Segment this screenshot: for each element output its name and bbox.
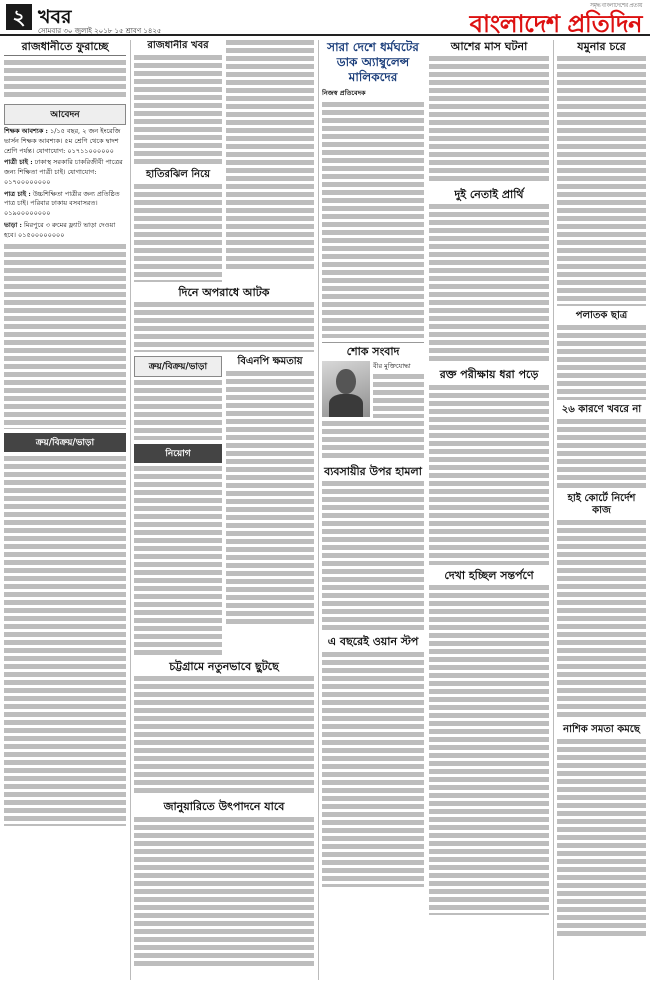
story-body	[557, 419, 646, 489]
story-body	[429, 585, 549, 915]
story-headline: দুই নেতাই প্রার্থি	[454, 188, 524, 202]
text-block	[4, 244, 126, 429]
story-headline: হাতিরঝিল নিয়ে	[145, 169, 211, 180]
lead-body	[322, 102, 424, 338]
story-headline: ২৬ কারণে খবরে না	[561, 404, 642, 416]
story-headline: যমুনার চরে	[577, 40, 626, 53]
obituary-body	[322, 421, 424, 461]
notice-item: শিক্ষক আবশ্যক : ১/১৫ বছর, ২ জন ইংরেজি ভার্সন শিক্ষক আবশ্যক। ৫ম শ্রেণি থেকে দ্বাদশ শ্রেণি পর্যন্ত। যোগাযোগ: ০১৭১১০০০০০০	[4, 127, 121, 155]
story-body	[134, 302, 314, 352]
story-headline: পলাতক ছাত্র	[575, 310, 628, 322]
box-body	[134, 466, 222, 656]
story-body	[557, 325, 646, 400]
story-headline: নাশিক সমতা কমছে	[563, 724, 640, 736]
notice-list	[4, 127, 126, 240]
news-column-5	[557, 40, 646, 980]
story-headline: দেখা হচ্ছিল সন্তর্পণে	[444, 568, 534, 582]
story-body	[557, 739, 646, 939]
story-body	[134, 676, 314, 796]
story-headline: চট্টগ্রামে নতুনভাবে ছুটছে	[169, 660, 279, 674]
masthead	[0, 0, 650, 36]
notices-title: আবেদন	[4, 104, 126, 125]
box-title: নিয়োগ	[134, 444, 222, 463]
logo-tagline: সমৃদ্ধ বাংলাদেশের প্রত্যয়	[590, 2, 642, 9]
page-number: ২	[6, 4, 32, 30]
story-body	[429, 56, 549, 184]
logo-text: বাংলাদেশ প্রতিদিন	[469, 9, 642, 38]
news-column-centre	[322, 40, 549, 980]
classified-box-title: রাজধানীতে ফুরাচ্ছে	[4, 40, 126, 56]
classifieds-column	[4, 40, 126, 980]
story-headline: জানুয়ারিতে উৎপাদনে যাবে	[163, 800, 285, 814]
story-headline: হাই কোর্টে নির্দেশ কাজ	[567, 493, 636, 517]
story-headline: দিনে অপরাধে আটক	[178, 286, 270, 299]
story-headline: এ বছরেই ওয়ান স্টপ	[327, 635, 419, 649]
dateline: সোমবার ৩০ জুলাই ২০১৮ ১৫ শ্রাবণ ১৪২৫	[38, 27, 162, 35]
text-block	[4, 60, 126, 100]
obituary-title: শোক সংবাদ	[322, 342, 424, 358]
section-title: খবর	[38, 6, 72, 28]
story-body	[226, 371, 314, 626]
classified-section-title: ক্রয়/বিক্রয়/ভাড়া	[4, 433, 126, 452]
photo-caption: বীর মুক্তিযোদ্ধা	[373, 362, 411, 371]
obituary-body	[373, 374, 424, 418]
notice-item: পাত্র চাই : উচ্চশিক্ষিতা পাত্রীর জন্য প্রতিষ্ঠিত পাত্র চাই। পরিবার ঢাকায় বসবাসরত। ০১৯০০০০০০০০	[4, 189, 120, 218]
text-block	[4, 456, 126, 826]
column-rule	[130, 40, 131, 980]
obituary-photo	[322, 361, 370, 417]
story-body	[322, 652, 424, 887]
story-body	[429, 385, 549, 565]
story-body	[557, 520, 646, 720]
column-rule	[318, 40, 319, 980]
news-column-2	[134, 40, 314, 980]
story-headline: আশের মাস ঘটনা	[450, 40, 528, 53]
story-body	[429, 204, 549, 364]
lead-byline: নিজস্ব প্রতিবেদক	[322, 89, 366, 97]
lead-headline: সারা দেশে ধর্মঘটের ডাক অ্যাম্বুলেন্স মালিকদের	[327, 40, 419, 84]
story-headline: ব্যবসায়ীর উপর হামলা	[324, 465, 422, 479]
story-body	[134, 55, 222, 165]
story-body	[557, 56, 646, 306]
box-body	[134, 380, 222, 440]
notice-item: ভাড়া : মিরপুরে ৩ রুমের ফ্ল্যাট ভাড়া দেওয়া হবে। ০১৫০০০০০০০০	[4, 220, 116, 239]
notice-item: পাত্রী চাই : ঢাকাস্থ সরকারি চাকরিজীবী পাত্রের জন্য শিক্ষিতা পাত্রী চাই। যোগাযোগ: ০১৭০০০০০০০০	[4, 158, 123, 186]
story-headline: রক্ত পরীক্ষায় ধরা পড়ে	[439, 368, 539, 382]
column-rule	[553, 40, 554, 980]
story-body	[134, 817, 314, 967]
story-body	[226, 40, 314, 272]
story-headline: রাজধানীর খবর	[147, 40, 209, 51]
story-headline: বিএনপি ক্ষমতায়	[237, 356, 303, 368]
box-title: ক্রয়/বিক্রয়/ভাড়া	[134, 356, 222, 377]
story-body	[322, 481, 424, 631]
story-body	[134, 184, 222, 282]
